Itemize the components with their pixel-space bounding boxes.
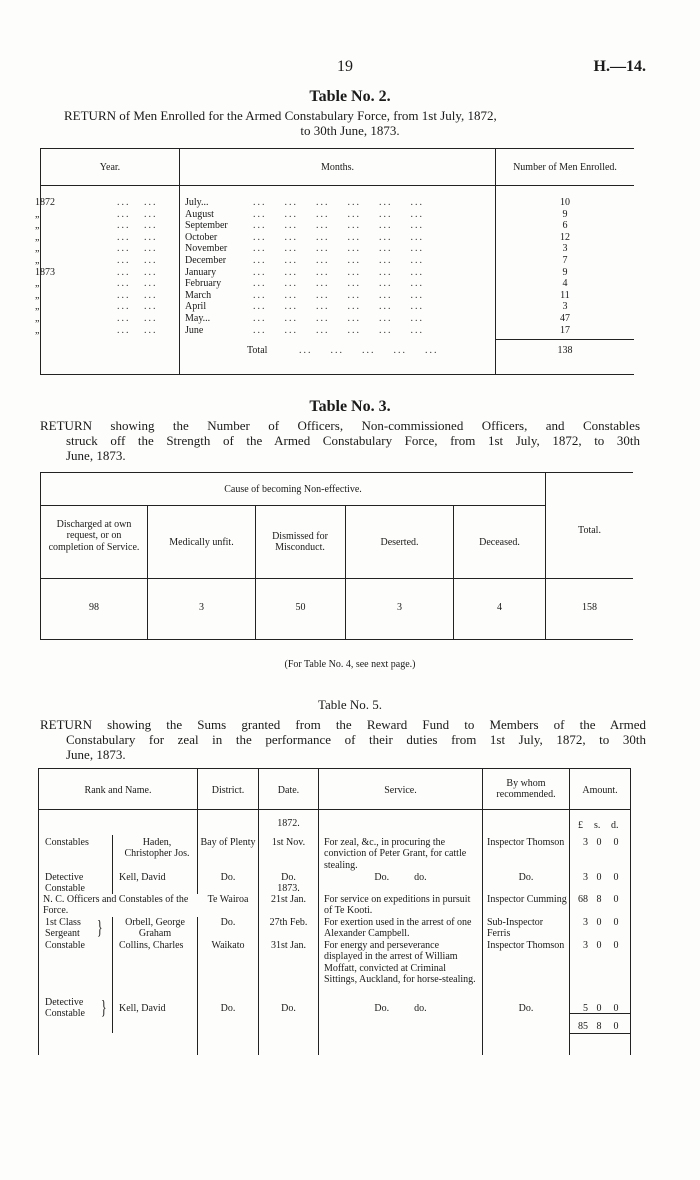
count-cell: 9 — [562, 266, 568, 278]
month-cell: April — [185, 301, 207, 313]
table3-header-dismissed: Dismissed for Misconduct. — [272, 531, 328, 554]
table5-return-line-1: RETURN showing the Sums granted from the Reward Fund to Members of the Armed — [40, 717, 646, 732]
table-row — [35, 312, 634, 325]
dot-leader: ... ... — [117, 197, 158, 208]
table3-value-medically-unfit: 3 — [199, 602, 204, 613]
month-cell: December — [185, 254, 227, 266]
dot-leader: ... ... ... ... ... ... — [253, 243, 424, 255]
count-cell: 11 — [560, 289, 570, 301]
pence-cell: 0 — [613, 1003, 619, 1014]
dot-leader: ... ... ... ... ... ... — [253, 231, 424, 243]
dot-leader: ... ... ... ... ... — [299, 345, 439, 356]
dot-leader: ... ... — [117, 231, 158, 243]
name-cell: Haden, Christopher Jos. — [124, 837, 190, 860]
district-cell: Waikato — [211, 940, 245, 951]
table-row — [35, 231, 634, 244]
brace-icon: } — [100, 997, 107, 1019]
dot-leader: ... ... — [117, 254, 158, 266]
table2-total-rule — [496, 339, 634, 340]
year-cell: „ — [35, 231, 40, 243]
pounds-cell: 3 — [583, 872, 588, 883]
table2-header-count: Number of Men Enrolled. — [513, 162, 617, 173]
count-cell: 47 — [560, 312, 570, 324]
dot-leader: ... ... — [117, 208, 158, 220]
month-cell: February — [185, 278, 222, 290]
count-cell: 6 — [562, 220, 568, 232]
table-row — [39, 872, 631, 896]
pence-cell: 0 — [613, 940, 619, 951]
year-cell: „ — [35, 289, 40, 301]
dot-leader: ... ... ... ... ... ... — [253, 278, 424, 290]
table3-divider — [345, 505, 346, 639]
rank-cell: Detective Constable — [45, 872, 85, 895]
table-row — [39, 837, 631, 873]
table-row — [39, 917, 631, 941]
table5-title: Table No. 5. — [317, 697, 383, 712]
pounds-cell: 68 — [578, 894, 588, 905]
table3-divider — [147, 505, 148, 639]
district-cell: Do. — [220, 1003, 236, 1014]
dot-leader: ... ... ... ... ... ... — [253, 197, 424, 208]
year-cell: „ — [35, 220, 40, 232]
dot-leader: ... ... — [117, 278, 158, 290]
table-row — [35, 197, 634, 209]
count-cell: 17 — [560, 324, 570, 336]
table-row — [39, 997, 631, 1021]
service-cell: For service on expeditions in pursuit of Te Kooti. — [324, 894, 471, 917]
table-row — [35, 278, 634, 290]
service-cell: Do. do. — [374, 1003, 427, 1014]
table2-header-rule — [41, 185, 634, 186]
table2-total-value: 138 — [557, 345, 573, 356]
table5-return-line-3: June, 1873. — [66, 747, 126, 762]
rank-cell: N. C. Officers and Constables of the Force. — [43, 894, 203, 917]
service-cell: For energy and perseverance displayed in the arrest of William Moffatt, convicted at Criminal Sittings, Auckland, for horse-stealing. — [324, 940, 476, 986]
table4-note: (For Table No. 4, see next page.) — [284, 659, 416, 670]
brace-icon: } — [96, 917, 103, 939]
table2-header-months: Months. — [320, 162, 355, 173]
table5-total-pounds: 85 — [578, 1021, 588, 1032]
pounds-cell: 3 — [583, 917, 588, 928]
year-cell: „ — [35, 208, 40, 220]
table5-total-shillings: 8 — [596, 1021, 602, 1032]
date-cell: 21st Jan. — [271, 894, 306, 905]
table3-return-line-3: June, 1873. — [66, 448, 126, 463]
district-cell: Bay of Plenty — [200, 837, 256, 848]
date-cell: 31st Jan. — [271, 940, 306, 951]
table3-header-discharged: Discharged at own request, or on completion of Service. — [48, 519, 140, 553]
table2-rows — [35, 197, 634, 336]
dot-leader: ... ... ... ... ... ... — [253, 220, 424, 232]
count-cell: 3 — [562, 243, 568, 255]
by-whom-cell: Inspector Thomson — [487, 940, 565, 951]
table-row — [39, 894, 631, 918]
rank-cell: Detective Constable — [45, 997, 85, 1020]
month-cell: August — [185, 208, 214, 220]
date-cell: Do. — [281, 872, 296, 883]
table3-divider — [545, 473, 546, 639]
table3-group-header: Cause of becoming Non-effective. — [224, 484, 362, 495]
table5-year-1873: 1873. — [277, 883, 300, 894]
name-cell: Kell, David — [119, 1003, 166, 1014]
rank-cell: Constables — [45, 837, 89, 848]
month-cell: June — [185, 324, 204, 336]
year-cell: 1872 — [35, 197, 55, 208]
table5-header-service: Service. — [384, 785, 417, 796]
table5-header-rule — [39, 809, 631, 810]
dot-leader: ... ... ... ... ... ... — [253, 266, 424, 278]
month-cell: March — [185, 289, 212, 301]
table3-header-deserted: Deserted. — [380, 537, 419, 548]
month-cell: October — [185, 231, 218, 243]
district-cell: Do. — [220, 917, 236, 928]
shillings-cell: 8 — [596, 894, 602, 905]
table5-return-line-2: Constabulary for zeal in the performance of their duties from 1st July, 1872, to 30th — [66, 732, 646, 747]
table-row — [35, 220, 634, 232]
table5-header-date: Date. — [277, 785, 300, 796]
year-cell: „ — [35, 324, 40, 336]
table5-header-pounds: £ — [578, 820, 583, 831]
table5-header-shillings: s. — [594, 820, 601, 831]
table5-header-amount: Amount. — [582, 785, 618, 796]
dot-leader: ... ... — [117, 312, 158, 324]
dot-leader: ... ... — [117, 324, 158, 336]
table-row — [35, 208, 634, 221]
table3-value-dismissed: 50 — [295, 602, 306, 613]
pence-cell: 0 — [613, 837, 619, 848]
month-cell: May... — [185, 312, 211, 324]
year-cell: „ — [35, 312, 40, 324]
by-whom-cell: Inspector Thomson — [487, 837, 565, 848]
table2-return-line-1: RETURN of Men Enrolled for the Armed Constabulary Force, from 1st July, 1872, — [64, 108, 497, 123]
rank-cell: Constable — [45, 940, 85, 951]
dot-leader: ... ... ... ... ... ... — [253, 301, 424, 313]
table5-year-1872: 1872. — [277, 818, 300, 829]
table2-title: Table No. 2. — [309, 88, 391, 105]
table3-header-medically-unfit: Medically unfit. — [169, 537, 234, 548]
shillings-cell: 0 — [596, 1003, 602, 1014]
table3-header-rule — [41, 505, 545, 506]
table3-value-deceased: 4 — [497, 602, 502, 613]
table3-header-deceased: Deceased. — [479, 537, 520, 548]
by-whom-cell: Do. — [518, 872, 534, 883]
table-row — [35, 301, 634, 313]
table-row — [35, 289, 634, 302]
year-cell: 1873 — [35, 266, 55, 278]
year-cell: „ — [35, 278, 40, 290]
table3-value-deserted: 3 — [397, 602, 402, 613]
pounds-cell: 3 — [583, 837, 588, 848]
table2-total-label: Total — [247, 345, 268, 356]
dot-leader: ... ... — [117, 301, 158, 313]
dot-leader: ... ... — [117, 289, 158, 301]
shillings-cell: 0 — [596, 917, 602, 928]
page-number: 19 — [337, 58, 353, 75]
table-row — [35, 266, 634, 279]
count-cell: 4 — [562, 278, 568, 290]
district-cell: Te Wairoa — [207, 894, 249, 905]
dot-leader: ... ... ... ... ... ... — [253, 324, 424, 336]
table5-header-by-whom: By whom recommended. — [496, 778, 556, 801]
year-cell: „ — [35, 254, 40, 266]
table3-divider — [453, 505, 454, 639]
month-cell: September — [185, 220, 228, 232]
dot-leader: ... ... ... ... ... ... — [253, 289, 424, 301]
pounds-cell: 5 — [583, 1003, 588, 1014]
pounds-cell: 3 — [583, 940, 588, 951]
date-cell: Do. — [281, 1003, 296, 1014]
year-cell: „ — [35, 301, 40, 313]
rank-cell: 1st Class Sergeant — [45, 917, 81, 940]
by-whom-cell: Do. — [518, 1003, 534, 1014]
by-whom-cell: Inspector Cumming — [487, 894, 567, 905]
service-cell: For zeal, &c., in procuring the conviction of Peter Grant, for cattle stealing. — [324, 837, 467, 871]
shillings-cell: 0 — [596, 837, 602, 848]
shillings-cell: 0 — [596, 872, 602, 883]
dot-leader: ... ... ... ... ... ... — [253, 312, 424, 324]
month-cell: January — [185, 266, 217, 278]
dot-leader: ... ... — [117, 243, 158, 255]
count-cell: 3 — [562, 301, 568, 313]
count-cell: 9 — [562, 208, 568, 220]
document-reference: H.—14. — [593, 58, 646, 75]
table3-value-discharged: 98 — [89, 602, 99, 613]
table-row — [39, 940, 631, 1000]
dot-leader: ... ... — [117, 266, 158, 278]
table3 — [40, 472, 633, 640]
table2 — [35, 148, 634, 375]
name-cell: Collins, Charles — [119, 940, 184, 951]
month-cell: July... — [185, 197, 209, 208]
pence-cell: 0 — [613, 872, 619, 883]
dot-leader: ... ... ... ... ... ... — [253, 254, 424, 266]
table-row — [35, 254, 634, 267]
table-row — [35, 243, 634, 255]
table5-total-rule — [569, 1033, 631, 1034]
district-cell: Do. — [220, 872, 236, 883]
table5-header-district: District. — [211, 785, 245, 796]
table2-header-year: Year. — [99, 162, 121, 173]
table3-return-line-1: RETURN showing the Number of Officers, Non-commissioned Officers, and Constables — [40, 418, 640, 433]
name-cell: Kell, David — [119, 872, 166, 883]
table5-header-rank-name: Rank and Name. — [84, 785, 152, 796]
table5 — [38, 768, 631, 1055]
table3-divider — [255, 505, 256, 639]
service-cell: Do. do. — [374, 872, 427, 883]
count-cell: 7 — [562, 254, 568, 266]
date-cell: 1st Nov. — [271, 837, 306, 848]
by-whom-cell: Sub-Inspector Ferris — [487, 917, 544, 940]
dot-leader: ... ... ... ... ... ... — [253, 208, 424, 220]
table3-value-total: 158 — [582, 602, 597, 613]
table-row — [35, 324, 634, 337]
table3-title: Table No. 3. — [309, 398, 391, 415]
table3-header-total: Total. — [578, 525, 601, 536]
shillings-cell: 0 — [596, 940, 602, 951]
table2-return-line-2: to 30th June, 1873. — [300, 123, 400, 138]
year-cell: „ — [35, 243, 40, 255]
table5-header-pence: d. — [611, 820, 619, 831]
service-cell: For exertion used in the arrest of one Alexander Campbell. — [324, 917, 472, 940]
name-cell: Orbell, George Graham — [125, 917, 185, 940]
dot-leader: ... ... — [117, 220, 158, 232]
table3-return-line-2: struck off the Strength of the Armed Constabulary Force, from 1st July, 1872, to 30th — [66, 433, 640, 448]
pence-cell: 0 — [613, 917, 619, 928]
table5-total-pence: 0 — [613, 1021, 619, 1032]
table3-header-rule — [41, 578, 633, 579]
count-cell: 12 — [560, 231, 570, 243]
month-cell: November — [185, 243, 228, 255]
pence-cell: 0 — [613, 894, 619, 905]
count-cell: 10 — [560, 197, 570, 208]
date-cell: 27th Feb. — [269, 917, 308, 928]
